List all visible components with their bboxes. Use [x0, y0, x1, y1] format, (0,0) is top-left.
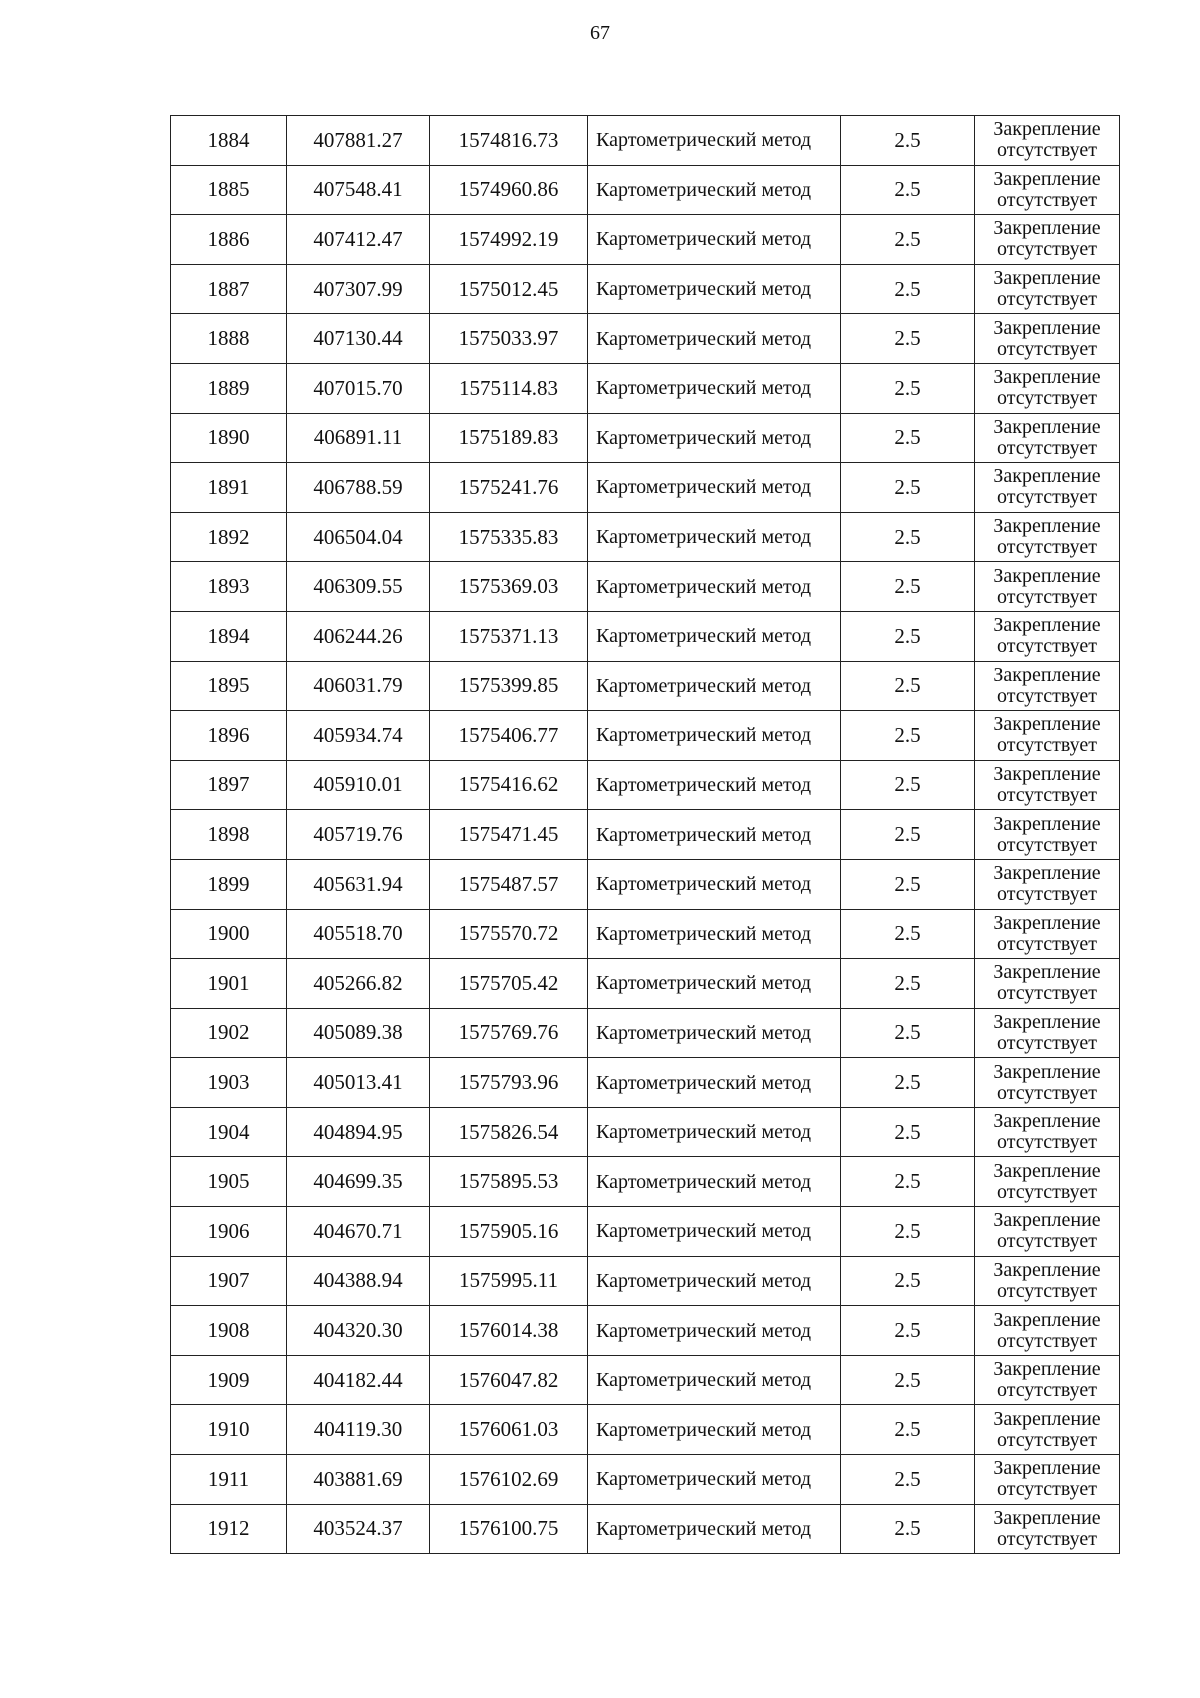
point-number-cell: 1898 [171, 810, 287, 860]
point-number-cell: 1903 [171, 1058, 287, 1108]
fixing-line-1: Закрепление [993, 1506, 1101, 1529]
table-row [171, 760, 1120, 810]
fixing-line-1: Закрепление [993, 118, 1101, 141]
accuracy-cell: 2.5 [841, 959, 975, 1009]
fixing-line-1: Закрепление [993, 515, 1101, 538]
y-coordinate-cell: 1576100.75 [430, 1504, 588, 1554]
point-number-cell: 1909 [171, 1355, 287, 1405]
method-cell: Картометрический метод [588, 463, 841, 513]
fixing-cell [975, 760, 1120, 810]
x-coordinate-cell: 406891.11 [287, 413, 430, 463]
accuracy-cell: 2.5 [841, 909, 975, 959]
point-number-cell: 1912 [171, 1504, 287, 1554]
y-coordinate-cell: 1576014.38 [430, 1306, 588, 1356]
table-row [171, 1306, 1120, 1356]
fixing-line-1: Закрепление [993, 1308, 1101, 1331]
table-row [171, 1157, 1120, 1207]
point-number-cell: 1901 [171, 959, 287, 1009]
accuracy-cell: 2.5 [841, 1306, 975, 1356]
page-number: 67 [590, 22, 610, 44]
table-row [171, 959, 1120, 1009]
x-coordinate-cell: 404119.30 [287, 1405, 430, 1455]
table-row [171, 661, 1120, 711]
method-cell: Картометрический метод [588, 1455, 841, 1505]
fixing-line-1: Закрепление [993, 167, 1101, 190]
point-number-cell: 1891 [171, 463, 287, 513]
point-number-cell: 1906 [171, 1207, 287, 1257]
fixing-line-2: отсутствует [996, 387, 1098, 410]
accuracy-cell: 2.5 [841, 1405, 975, 1455]
fixing-cell [975, 1107, 1120, 1157]
method-cell: Картометрический метод [588, 1405, 841, 1455]
method-cell: Картометрический метод [588, 760, 841, 810]
accuracy-cell: 2.5 [841, 1504, 975, 1554]
y-coordinate-cell: 1575487.57 [430, 859, 588, 909]
fixing-cell [975, 1256, 1120, 1306]
method-cell: Картометрический метод [588, 909, 841, 959]
fixing-line-1: Закрепление [993, 763, 1101, 786]
fixing-cell [975, 413, 1120, 463]
fixing-cell [975, 1008, 1120, 1058]
fixing-cell [975, 810, 1120, 860]
fixing-line-2: отсутствует [996, 188, 1098, 211]
method-cell: Картометрический метод [588, 165, 841, 215]
fixing-line-1: Закрепление [993, 267, 1101, 290]
y-coordinate-cell: 1575471.45 [430, 810, 588, 860]
accuracy-cell: 2.5 [841, 661, 975, 711]
y-coordinate-cell: 1575335.83 [430, 512, 588, 562]
y-coordinate-cell: 1575189.83 [430, 413, 588, 463]
accuracy-cell: 2.5 [841, 611, 975, 661]
fixing-cell [975, 165, 1120, 215]
fixing-cell [975, 1504, 1120, 1554]
fixing-line-2: отсутствует [996, 1081, 1098, 1104]
coordinates-table [170, 115, 1120, 1554]
accuracy-cell: 2.5 [841, 1107, 975, 1157]
table-row [171, 413, 1120, 463]
x-coordinate-cell: 405518.70 [287, 909, 430, 959]
accuracy-cell: 2.5 [841, 810, 975, 860]
x-coordinate-cell: 406309.55 [287, 562, 430, 612]
point-number-cell: 1896 [171, 711, 287, 761]
x-coordinate-cell: 404894.95 [287, 1107, 430, 1157]
table-body [171, 116, 1120, 1554]
y-coordinate-cell: 1575033.97 [430, 314, 588, 364]
fixing-line-2: отсутствует [996, 1527, 1098, 1550]
y-coordinate-cell: 1576102.69 [430, 1455, 588, 1505]
fixing-line-1: Закрепление [993, 564, 1101, 587]
fixing-line-1: Закрепление [993, 961, 1101, 984]
fixing-line-2: отсутствует [996, 1031, 1098, 1054]
table-row [171, 711, 1120, 761]
table-row [171, 562, 1120, 612]
fixing-line-1: Закрепление [993, 465, 1101, 488]
y-coordinate-cell: 1576061.03 [430, 1405, 588, 1455]
fixing-line-1: Закрепление [993, 663, 1101, 686]
point-number-cell: 1907 [171, 1256, 287, 1306]
y-coordinate-cell: 1575399.85 [430, 661, 588, 711]
y-coordinate-cell: 1575371.13 [430, 611, 588, 661]
x-coordinate-cell: 407307.99 [287, 264, 430, 314]
y-coordinate-cell: 1575905.16 [430, 1207, 588, 1257]
x-coordinate-cell: 405013.41 [287, 1058, 430, 1108]
accuracy-cell: 2.5 [841, 760, 975, 810]
fixing-cell [975, 711, 1120, 761]
method-cell: Картометрический метод [588, 1157, 841, 1207]
x-coordinate-cell: 404320.30 [287, 1306, 430, 1356]
fixing-cell [975, 1455, 1120, 1505]
method-cell: Картометрический метод [588, 562, 841, 612]
y-coordinate-cell: 1576047.82 [430, 1355, 588, 1405]
method-cell: Картометрический метод [588, 314, 841, 364]
fixing-cell [975, 661, 1120, 711]
fixing-line-1: Закрепление [993, 812, 1101, 835]
fixing-cell [975, 1405, 1120, 1455]
fixing-line-2: отсутствует [996, 932, 1098, 955]
table-row [171, 611, 1120, 661]
point-number-cell: 1908 [171, 1306, 287, 1356]
method-cell: Картометрический метод [588, 611, 841, 661]
x-coordinate-cell: 405631.94 [287, 859, 430, 909]
method-cell: Картометрический метод [588, 215, 841, 265]
point-number-cell: 1904 [171, 1107, 287, 1157]
accuracy-cell: 2.5 [841, 859, 975, 909]
fixing-line-2: отсутствует [996, 883, 1098, 906]
fixing-line-1: Закрепление [993, 316, 1101, 339]
y-coordinate-cell: 1574992.19 [430, 215, 588, 265]
fixing-line-1: Закрепление [993, 1407, 1101, 1430]
y-coordinate-cell: 1575369.03 [430, 562, 588, 612]
accuracy-cell: 2.5 [841, 413, 975, 463]
y-coordinate-cell: 1575769.76 [430, 1008, 588, 1058]
x-coordinate-cell: 407548.41 [287, 165, 430, 215]
accuracy-cell: 2.5 [841, 1008, 975, 1058]
fixing-line-2: отсутствует [996, 139, 1098, 162]
accuracy-cell: 2.5 [841, 264, 975, 314]
point-number-cell: 1900 [171, 909, 287, 959]
table-row [171, 1504, 1120, 1554]
method-cell: Картометрический метод [588, 1207, 841, 1257]
fixing-cell [975, 959, 1120, 1009]
table-row [171, 1256, 1120, 1306]
fixing-line-1: Закрепление [993, 1110, 1101, 1133]
accuracy-cell: 2.5 [841, 562, 975, 612]
method-cell: Картометрический метод [588, 116, 841, 166]
point-number-cell: 1889 [171, 363, 287, 413]
fixing-cell [975, 363, 1120, 413]
method-cell: Картометрический метод [588, 661, 841, 711]
fixing-cell [975, 562, 1120, 612]
table-row [171, 116, 1120, 166]
fixing-cell [975, 116, 1120, 166]
x-coordinate-cell: 406504.04 [287, 512, 430, 562]
method-cell: Картометрический метод [588, 512, 841, 562]
fixing-cell [975, 512, 1120, 562]
y-coordinate-cell: 1575570.72 [430, 909, 588, 959]
fixing-cell [975, 215, 1120, 265]
fixing-line-2: отсутствует [996, 1428, 1098, 1451]
fixing-line-2: отсутствует [996, 734, 1098, 757]
table-row [171, 1008, 1120, 1058]
fixing-line-1: Закрепление [993, 366, 1101, 389]
point-number-cell: 1884 [171, 116, 287, 166]
y-coordinate-cell: 1575114.83 [430, 363, 588, 413]
method-cell: Картометрический метод [588, 363, 841, 413]
point-number-cell: 1888 [171, 314, 287, 364]
x-coordinate-cell: 407015.70 [287, 363, 430, 413]
y-coordinate-cell: 1575895.53 [430, 1157, 588, 1207]
table-row [171, 810, 1120, 860]
fixing-line-1: Закрепление [993, 713, 1101, 736]
y-coordinate-cell: 1575793.96 [430, 1058, 588, 1108]
fixing-cell [975, 1157, 1120, 1207]
method-cell: Картометрический метод [588, 1256, 841, 1306]
fixing-line-1: Закрепление [993, 415, 1101, 438]
fixing-line-2: отсутствует [996, 288, 1098, 311]
y-coordinate-cell: 1575826.54 [430, 1107, 588, 1157]
fixing-cell [975, 1355, 1120, 1405]
point-number-cell: 1885 [171, 165, 287, 215]
x-coordinate-cell: 406244.26 [287, 611, 430, 661]
fixing-cell [975, 1058, 1120, 1108]
fixing-line-1: Закрепление [993, 614, 1101, 637]
accuracy-cell: 2.5 [841, 116, 975, 166]
x-coordinate-cell: 405089.38 [287, 1008, 430, 1058]
method-cell: Картометрический метод [588, 859, 841, 909]
fixing-cell [975, 909, 1120, 959]
fixing-line-2: отсутствует [996, 1329, 1098, 1352]
fixing-line-2: отсутствует [996, 1279, 1098, 1302]
table-row [171, 463, 1120, 513]
point-number-cell: 1895 [171, 661, 287, 711]
accuracy-cell: 2.5 [841, 363, 975, 413]
accuracy-cell: 2.5 [841, 1207, 975, 1257]
table-row [171, 1455, 1120, 1505]
method-cell: Картометрический метод [588, 1107, 841, 1157]
x-coordinate-cell: 407881.27 [287, 116, 430, 166]
method-cell: Картометрический метод [588, 711, 841, 761]
table-row [171, 512, 1120, 562]
y-coordinate-cell: 1575012.45 [430, 264, 588, 314]
fixing-line-1: Закрепление [993, 1258, 1101, 1281]
y-coordinate-cell: 1575241.76 [430, 463, 588, 513]
y-coordinate-cell: 1574816.73 [430, 116, 588, 166]
table-row [171, 909, 1120, 959]
point-number-cell: 1910 [171, 1405, 287, 1455]
fixing-line-1: Закрепление [993, 862, 1101, 885]
method-cell: Картометрический метод [588, 959, 841, 1009]
method-cell: Картометрический метод [588, 1355, 841, 1405]
x-coordinate-cell: 405934.74 [287, 711, 430, 761]
accuracy-cell: 2.5 [841, 463, 975, 513]
table-row [171, 1355, 1120, 1405]
accuracy-cell: 2.5 [841, 1058, 975, 1108]
x-coordinate-cell: 405719.76 [287, 810, 430, 860]
fixing-line-1: Закрепление [993, 1209, 1101, 1232]
x-coordinate-cell: 407130.44 [287, 314, 430, 364]
accuracy-cell: 2.5 [841, 165, 975, 215]
fixing-line-2: отсутствует [996, 1180, 1098, 1203]
method-cell: Картометрический метод [588, 264, 841, 314]
point-number-cell: 1892 [171, 512, 287, 562]
fixing-line-1: Закрепление [993, 1457, 1101, 1480]
fixing-line-2: отсутствует [996, 536, 1098, 559]
fixing-line-2: отсутствует [996, 684, 1098, 707]
point-number-cell: 1886 [171, 215, 287, 265]
fixing-line-1: Закрепление [993, 1060, 1101, 1083]
fixing-line-2: отсутствует [996, 635, 1098, 658]
fixing-line-2: отсутствует [996, 982, 1098, 1005]
method-cell: Картометрический метод [588, 1504, 841, 1554]
table-row [171, 264, 1120, 314]
x-coordinate-cell: 404182.44 [287, 1355, 430, 1405]
point-number-cell: 1897 [171, 760, 287, 810]
x-coordinate-cell: 407412.47 [287, 215, 430, 265]
fixing-cell [975, 1207, 1120, 1257]
method-cell: Картометрический метод [588, 1008, 841, 1058]
x-coordinate-cell: 406788.59 [287, 463, 430, 513]
y-coordinate-cell: 1574960.86 [430, 165, 588, 215]
fixing-cell [975, 314, 1120, 364]
fixing-line-2: отсутствует [996, 1478, 1098, 1501]
fixing-line-1: Закрепление [993, 1010, 1101, 1033]
fixing-line-2: отсутствует [996, 337, 1098, 360]
point-number-cell: 1890 [171, 413, 287, 463]
accuracy-cell: 2.5 [841, 1157, 975, 1207]
y-coordinate-cell: 1575416.62 [430, 760, 588, 810]
fixing-cell [975, 1306, 1120, 1356]
method-cell: Картометрический метод [588, 810, 841, 860]
fixing-line-2: отсутствует [996, 784, 1098, 807]
fixing-line-2: отсутствует [996, 1230, 1098, 1253]
y-coordinate-cell: 1575705.42 [430, 959, 588, 1009]
x-coordinate-cell: 404670.71 [287, 1207, 430, 1257]
method-cell: Картометрический метод [588, 413, 841, 463]
point-number-cell: 1899 [171, 859, 287, 909]
accuracy-cell: 2.5 [841, 1355, 975, 1405]
table-row [171, 1405, 1120, 1455]
fixing-cell [975, 611, 1120, 661]
table-row [171, 859, 1120, 909]
table-row [171, 1058, 1120, 1108]
fixing-line-1: Закрепление [993, 217, 1101, 240]
x-coordinate-cell: 403524.37 [287, 1504, 430, 1554]
point-number-cell: 1902 [171, 1008, 287, 1058]
table-row [171, 215, 1120, 265]
fixing-line-2: отсутствует [996, 585, 1098, 608]
fixing-line-2: отсутствует [996, 436, 1098, 459]
fixing-line-1: Закрепление [993, 1358, 1101, 1381]
accuracy-cell: 2.5 [841, 1256, 975, 1306]
accuracy-cell: 2.5 [841, 1455, 975, 1505]
point-number-cell: 1894 [171, 611, 287, 661]
accuracy-cell: 2.5 [841, 711, 975, 761]
fixing-line-1: Закрепление [993, 911, 1101, 934]
table-row [171, 1107, 1120, 1157]
x-coordinate-cell: 404699.35 [287, 1157, 430, 1207]
table-row [171, 1207, 1120, 1257]
accuracy-cell: 2.5 [841, 215, 975, 265]
point-number-cell: 1887 [171, 264, 287, 314]
x-coordinate-cell: 404388.94 [287, 1256, 430, 1306]
table-row [171, 363, 1120, 413]
table-row [171, 165, 1120, 215]
x-coordinate-cell: 405910.01 [287, 760, 430, 810]
accuracy-cell: 2.5 [841, 512, 975, 562]
fixing-line-2: отсутствует [996, 238, 1098, 261]
y-coordinate-cell: 1575406.77 [430, 711, 588, 761]
point-number-cell: 1905 [171, 1157, 287, 1207]
point-number-cell: 1893 [171, 562, 287, 612]
point-number-cell: 1911 [171, 1455, 287, 1505]
fixing-line-2: отсутствует [996, 486, 1098, 509]
x-coordinate-cell: 406031.79 [287, 661, 430, 711]
method-cell: Картометрический метод [588, 1058, 841, 1108]
fixing-cell [975, 463, 1120, 513]
fixing-cell [975, 264, 1120, 314]
x-coordinate-cell: 403881.69 [287, 1455, 430, 1505]
fixing-line-2: отсутствует [996, 1379, 1098, 1402]
fixing-line-2: отсутствует [996, 833, 1098, 856]
method-cell: Картометрический метод [588, 1306, 841, 1356]
fixing-cell [975, 859, 1120, 909]
fixing-line-1: Закрепление [993, 1159, 1101, 1182]
accuracy-cell: 2.5 [841, 314, 975, 364]
x-coordinate-cell: 405266.82 [287, 959, 430, 1009]
fixing-line-2: отсутствует [996, 1131, 1098, 1154]
y-coordinate-cell: 1575995.11 [430, 1256, 588, 1306]
table-row [171, 314, 1120, 364]
